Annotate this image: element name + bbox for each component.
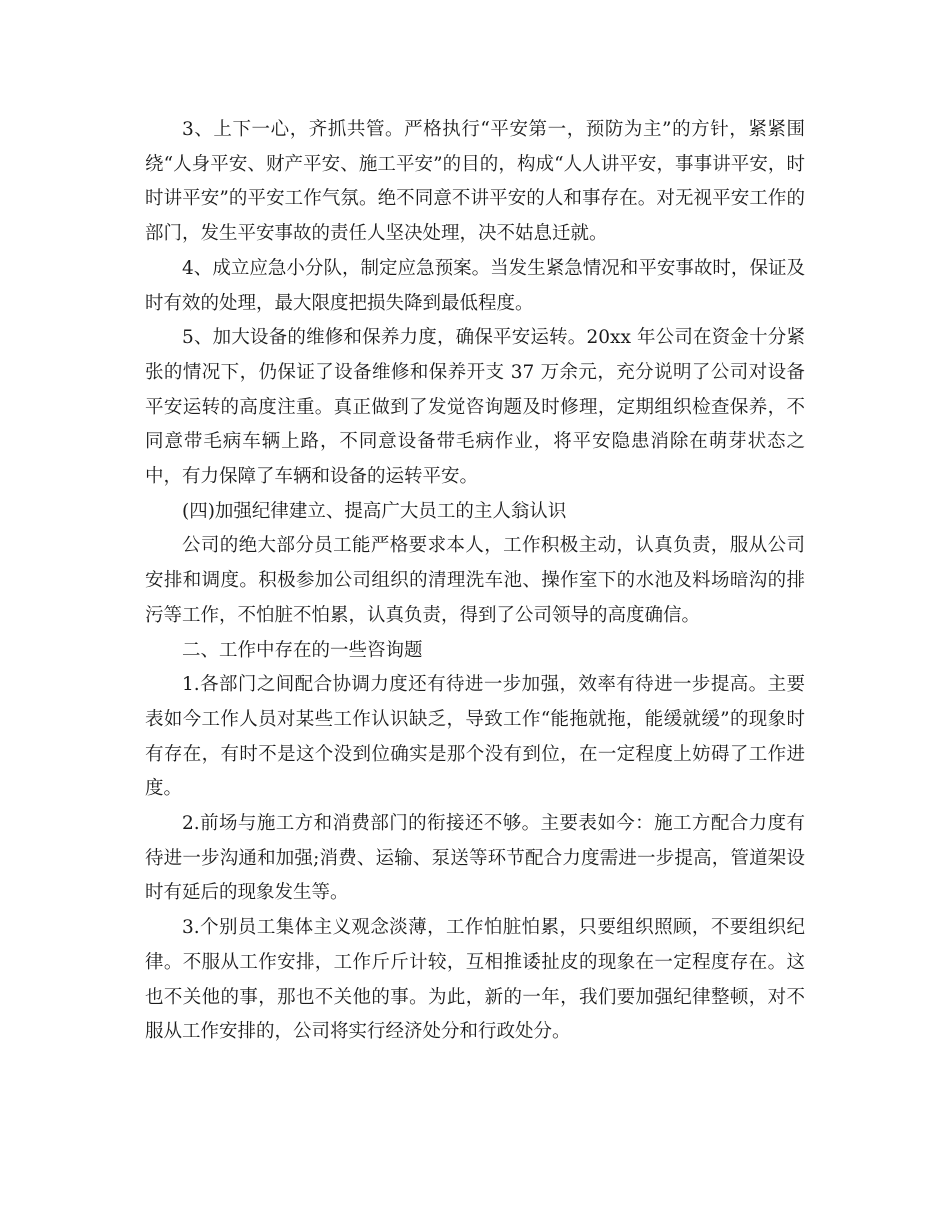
document-body — [145, 113, 805, 1050]
section-heading-discipline: (四)加强纪律建立、提高广大员工的主人翁认识 — [182, 500, 567, 522]
paragraph-safety-cooperation: 3、上下一心，齐抓共管。严格执行“平安第一，预防为主”的方针，紧紧围绕“人身平安、财产平安、施工平安”的目的，构成“人人讲平安，事事讲平安，时时讲平安”的平安工作气氛。绝不同意不讲平安的人和事存在。对无视平安工作的部门，发生平安事故的责任人坚决处理，决不姑息迁就。 — [145, 119, 805, 245]
paragraph-equipment-maintenance: 5、加大设备的维修和保养力度，确保平安运转。20xx 年公司在资金十分紧张的情况下，仍保证了设备维修和保养开支 37 万余元，充分说明了公司对设备平安运转的高度注重。真正做到了发觉咨询题及时修理，定期组织检查保养，不同意带毛病车辆上路，不同意设备带毛病作业，将平安隐患消除在萌芽状态之中，有力保障了车辆和设备的运转平安。 — [145, 327, 805, 488]
paragraph-staff-attitude: 公司的绝大部分员工能严格要求本人，工作积极主动，认真负责，服从公司安排和调度。积极参加公司组织的清理洗车池、操作室下的水池及料场暗沟的排污等工作，不怕脏不怕累，认真负责，得到了公司领导的高度确信。 — [145, 535, 805, 626]
paragraph-problem-discipline: 3.个别员工集体主义观念淡薄，工作怕脏怕累，只要组织照顾，不要组织纪律。不服从工作安排，工作斤斤计较，互相推诿扯皮的现象在一定程度存在。这也不关他的事，那也不关他的事。为此，新的一年，我们要加强纪律整顿，对不服从工作安排的，公司将实行经济处分和行政处分。 — [145, 917, 805, 1043]
section-heading-problems: 二、工作中存在的一些咨询题 — [182, 639, 423, 661]
paragraph-emergency-team: 4、成立应急小分队，制定应急预案。当发生紧急情况和平安事故时，保证及时有效的处理，最大限度把损失降到最低程度。 — [145, 257, 805, 314]
paragraph-problem-interface: 2.前场与施工方和消费部门的衔接还不够。主要表如今：施工方配合力度有待进一步沟通和加强;消费、运输、泵送等环节配合力度需进一步提高，管道架设时有延后的现象发生等。 — [145, 813, 805, 904]
paragraph-problem-coordination: 1.各部门之间配合协调力度还有待进一步加强，效率有待进一步提高。主要表如今工作人员对某些工作认识缺乏，导致工作“能拖就拖，能缓就缓”的现象时有存在，有时不是这个没到位确实是那个没有到位，在一定程度上妨碍了工作进度。 — [145, 674, 805, 800]
